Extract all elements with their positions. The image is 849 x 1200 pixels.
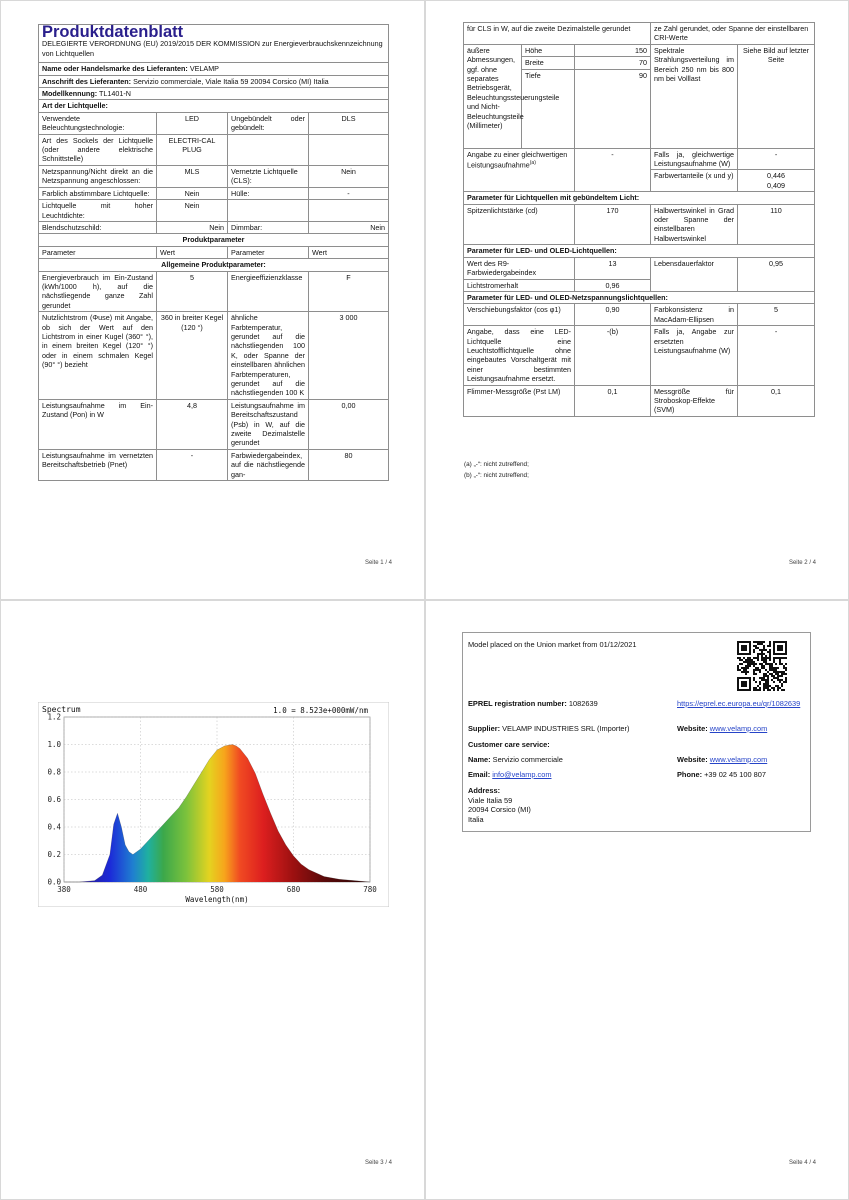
param-value: 5 bbox=[157, 271, 228, 312]
peak-intensity-value: 170 bbox=[575, 204, 651, 245]
address-line: 20094 Corsico (MI) bbox=[468, 805, 531, 815]
macadam-label: Farbkonsistenz in MacAdam-Ellipsen bbox=[651, 304, 738, 326]
equivalent-watt-label: Falls ja, gleichwertige Leistungsaufnahme (W) bbox=[651, 148, 738, 170]
table-row bbox=[39, 271, 389, 312]
stroboscopic-label: Messgröße für Stroboskop-Effekte (SVM) bbox=[651, 385, 738, 416]
name-line bbox=[468, 755, 563, 765]
row-value: ELECTRI-CAL PLUG bbox=[157, 134, 228, 165]
table-row bbox=[39, 200, 389, 222]
supplier-label: Name oder Handelsmarke des Lieferanten: bbox=[42, 64, 188, 74]
name-label: Name: bbox=[468, 755, 491, 764]
x-axis-label: Wavelength(nm) bbox=[185, 895, 249, 904]
displacement-label: Verschiebungsfaktor (cos φ1) bbox=[464, 304, 575, 326]
column-header: Wert bbox=[157, 246, 228, 258]
table-row bbox=[39, 399, 389, 449]
chromaticity-x: 0,446 bbox=[767, 171, 786, 181]
page-number: Seite 3 / 4 bbox=[364, 1160, 392, 1166]
y-tick-label: 0.6 bbox=[47, 795, 61, 804]
param-label: Energieverbrauch im Ein-Zustand (kWh/1000 h), auf die nächstliegende ganze Zahl gerundet bbox=[39, 271, 157, 312]
y-tick-label: 0.2 bbox=[47, 850, 61, 859]
footnote-b bbox=[464, 470, 529, 481]
equivalent-watt-value: - bbox=[738, 148, 815, 170]
stroboscopic-value: 0,1 bbox=[738, 385, 815, 416]
equivalent-power-value: - bbox=[575, 148, 651, 192]
params-heading: Produktparameter bbox=[39, 234, 389, 246]
supplier-label: Supplier: bbox=[468, 724, 501, 733]
datasheet-table bbox=[38, 24, 389, 481]
email-link[interactable]: info@velamp.com bbox=[492, 770, 552, 779]
footnote-marker: (a) bbox=[529, 160, 536, 167]
general-heading: Allgemeine Produktparameter: bbox=[39, 259, 389, 271]
row-label: Farblich abstimmbare Lichtquelle: bbox=[39, 187, 157, 199]
flicker-value: 0,1 bbox=[575, 385, 651, 416]
directional-heading: Parameter für Lichtquellen mit gebündeltem Licht: bbox=[464, 192, 815, 204]
lumen-maintenance-value: 0,96 bbox=[575, 279, 651, 291]
phone-label: Phone: bbox=[677, 770, 703, 779]
survival-label: Lebensdauerfaktor bbox=[651, 257, 738, 291]
website2-line bbox=[677, 755, 767, 765]
table-row bbox=[39, 134, 389, 165]
cls-power-label: für CLS in W, auf die zweite Dezimalstelle gerundet bbox=[464, 23, 651, 45]
x-tick-label: 380 bbox=[57, 885, 71, 894]
dim-label: Tiefe bbox=[522, 69, 575, 148]
param-value: 3 000 bbox=[309, 312, 389, 400]
row-value: DLS bbox=[309, 112, 389, 134]
email-label: Email: bbox=[468, 770, 491, 779]
spectral-value: Siehe Bild auf letzter Seite bbox=[738, 44, 815, 148]
param-label: Nutzlichtstrom (Φuse) mit Angabe, ob sich der Wert auf den Lichtstrom in einer Kugel (360° °), in einem breiten Kegel (120° °) oder in einem schmalen Kegel (90° °) bezieht bbox=[39, 312, 157, 400]
param-value: F bbox=[309, 271, 389, 312]
y-tick-label: 0.4 bbox=[47, 822, 61, 832]
type-heading: Art der Lichtquelle: bbox=[39, 100, 389, 112]
row-label: Art des Sockels der Lichtquelle (oder andere elektrische Schnittstelle) bbox=[39, 134, 157, 165]
footnote-a bbox=[464, 459, 529, 470]
spectrum-chart bbox=[38, 702, 389, 907]
page-number: Seite 2 / 4 bbox=[788, 560, 816, 566]
param-value: 360 in breiter Kegel (120 °) bbox=[157, 312, 228, 400]
replacement-watt-label: Falls ja, Angabe zur ersetzten Leistungsaufnahme (W) bbox=[651, 326, 738, 385]
column-header: Wert bbox=[309, 246, 389, 258]
datasheet-page-2 bbox=[463, 22, 814, 417]
lumen-maintenance-label: Lichtstromerhalt bbox=[464, 279, 575, 291]
displacement-value: 0,90 bbox=[575, 304, 651, 326]
eprel-number bbox=[468, 699, 598, 709]
website-link[interactable]: www.velamp.com bbox=[709, 755, 768, 764]
dim-value: 70 bbox=[575, 57, 651, 69]
row-value bbox=[309, 134, 389, 165]
param-label: Leistungsaufnahme im Ein-Zustand (Pon) in W bbox=[39, 399, 157, 449]
param-label: Farbwiedergabeindex, auf die nächstliegende gan- bbox=[228, 449, 309, 480]
chart-title: Spectrum bbox=[42, 705, 81, 714]
dim-label: Höhe bbox=[522, 44, 575, 56]
eprel-info-box bbox=[462, 632, 811, 832]
supplier-line bbox=[468, 724, 629, 734]
table-row bbox=[39, 112, 389, 134]
website-link[interactable]: www.velamp.com bbox=[709, 724, 768, 733]
cri-label-cont: ze Zahl gerundet, oder Spanne der einstellbaren CRI-Werte bbox=[651, 23, 815, 45]
row-label: Netzspannung/Nicht direkt an die Netzspannung angeschlossen: bbox=[39, 165, 157, 187]
table-row bbox=[39, 165, 389, 187]
datasheet-page-1 bbox=[38, 24, 388, 481]
footnote-text: „-“: nicht zutreffend; bbox=[473, 461, 529, 468]
supplier-value: VELAMP bbox=[189, 64, 219, 74]
table-row bbox=[39, 449, 389, 480]
equivalent-power-label bbox=[464, 148, 575, 192]
address-value: Servizio commerciale, Viale Italia 59 20094 Corsico (MI) Italia bbox=[133, 76, 329, 86]
led-heading: Parameter für LED- und OLED-Lichtquellen: bbox=[464, 245, 815, 257]
chromaticity-values bbox=[738, 170, 815, 192]
x-tick-label: 580 bbox=[210, 885, 224, 894]
chromaticity-label: Farbwertanteile (x und y) bbox=[651, 170, 738, 192]
row-value bbox=[309, 200, 389, 222]
model-label: Modellkennung: bbox=[42, 89, 98, 99]
param-value: 4,8 bbox=[157, 399, 228, 449]
email-line bbox=[468, 770, 552, 780]
y-tick-label: 0.0 bbox=[47, 877, 61, 887]
row-value: LED bbox=[157, 112, 228, 134]
address-block bbox=[468, 786, 531, 824]
row-label bbox=[228, 134, 309, 165]
r9-value: 13 bbox=[575, 257, 651, 279]
param-label: Energieeffizienzklasse bbox=[228, 271, 309, 312]
row-label bbox=[228, 200, 309, 222]
row-value: Nein bbox=[157, 187, 228, 199]
param-value: 0,00 bbox=[309, 399, 389, 449]
equiv-text: Angabe zu einer gleichwertigen Leistungsaufnahme bbox=[467, 149, 568, 170]
page-number: Seite 4 / 4 bbox=[788, 1160, 816, 1166]
market-date-text: Model placed on the Union market from 01/12/2021 bbox=[468, 640, 637, 649]
supplier-value: VELAMP INDUSTRIES SRL (Importer) bbox=[502, 724, 630, 733]
document-title: Produktdatenblatt bbox=[42, 23, 184, 41]
row-label: Verwendete Beleuchtungstechnologie: bbox=[39, 112, 157, 134]
y-tick-label: 0.8 bbox=[47, 767, 61, 777]
flicker-label: Flimmer-Messgröße (Pst LM) bbox=[464, 385, 575, 416]
footnote-marker: (b) bbox=[464, 472, 472, 479]
column-header: Parameter bbox=[39, 246, 157, 258]
row-label: Blendschutzschild: bbox=[39, 221, 157, 233]
website-label: Website: bbox=[677, 755, 708, 764]
beam-angle-value: 110 bbox=[738, 204, 815, 245]
page-1 bbox=[0, 0, 425, 600]
phone-line bbox=[677, 770, 766, 780]
name-value: Servizio commerciale bbox=[492, 755, 563, 764]
r9-label: Wert des R9-Farbwiedergabeindex bbox=[464, 257, 575, 279]
x-tick-label: 480 bbox=[133, 885, 148, 894]
row-value: Nein bbox=[157, 200, 228, 222]
website-label: Website: bbox=[677, 724, 708, 733]
table-row bbox=[39, 221, 389, 233]
dim-value: 90 bbox=[575, 69, 651, 148]
row-label: Lichtquelle mit hoher Leuchtdichte: bbox=[39, 200, 157, 222]
row-label: Vernetzte Lichtquelle (CLS): bbox=[228, 165, 309, 187]
replacement-watt-value: - bbox=[738, 326, 815, 385]
row-label: Ungebündelt oder gebündelt: bbox=[228, 112, 309, 134]
datasheet-table-continued bbox=[463, 22, 815, 417]
dim-label: Breite bbox=[522, 57, 575, 69]
phone-value: +39 02 45 100 807 bbox=[704, 770, 766, 779]
param-label: ähnliche Farbtemperatur, gerundet auf die nächstliegenden 100 K, oder Spanne der einstellbaren ähnlichen Farbtemperaturen, gerundet auf die nächstliegenden 100 K bbox=[228, 312, 309, 400]
x-tick-label: 680 bbox=[286, 885, 301, 894]
macadam-value: 5 bbox=[738, 304, 815, 326]
param-label: Leistungsaufnahme im Bereitschaftszustand (Psb) in W, auf die zweite Dezimalstelle gerundet bbox=[228, 399, 309, 449]
y-tick-label: 1.2 bbox=[47, 712, 61, 722]
footnotes bbox=[464, 459, 529, 481]
param-label: Leistungsaufnahme im vernetzten Bereitschaftsbetrieb (Pnet) bbox=[39, 449, 157, 480]
address-line: Italia bbox=[468, 814, 484, 824]
dim-value: 150 bbox=[575, 44, 651, 56]
x-tick-label: 780 bbox=[363, 885, 377, 894]
eprel-label: EPREL registration number: bbox=[468, 699, 567, 708]
mains-heading: Parameter für LED- und OLED-Netzspannungslichtquellen: bbox=[464, 291, 815, 303]
footnote-text: „-“: nicht zutreffend; bbox=[473, 472, 529, 479]
dimensions-label: äußere Abmessungen, ggf. ohne separates Betriebsgerät, Beleuchtungssteuerungsteile und Nicht-Beleuchtungsteile (Millimeter) bbox=[464, 44, 522, 148]
table-row bbox=[39, 187, 389, 199]
model-value: TL1401-N bbox=[98, 89, 131, 99]
page-2 bbox=[425, 0, 849, 600]
survival-value: 0,95 bbox=[738, 257, 815, 291]
website-line bbox=[677, 724, 767, 734]
param-value: - bbox=[157, 449, 228, 480]
row-value: Nein bbox=[309, 221, 389, 233]
chromaticity-y: 0,409 bbox=[767, 180, 786, 190]
table-row bbox=[39, 312, 389, 400]
param-value: 80 bbox=[309, 449, 389, 480]
column-headers bbox=[39, 246, 389, 258]
regulation-text: DELEGIERTE VERORDNUNG (EU) 2019/2015 DER KOMMISSION zur Energieverbrauchskennzeichnung von Lichtquellen bbox=[42, 39, 383, 58]
chart-annotation: 1.0 = 8.523e+000mW/nm bbox=[273, 706, 368, 715]
y-tick-label: 1.0 bbox=[47, 740, 61, 749]
eprel-link[interactable]: https://eprel.ec.europa.eu/qr/1082639 bbox=[677, 699, 801, 708]
row-value: Nein bbox=[157, 221, 228, 233]
page-number: Seite 1 / 4 bbox=[364, 560, 392, 566]
customer-care-heading: Customer care service: bbox=[468, 740, 550, 749]
replacement-label: Angabe, dass eine LED-Lichtquelle eine Leuchtstofflichtquelle ohne eingebautes Vorschaltgerät mit einer bestimmten Leistungsaufnahme ersetzt. bbox=[464, 326, 575, 385]
qr-code-icon[interactable] bbox=[737, 641, 787, 691]
row-value: - bbox=[309, 187, 389, 199]
row-value: Nein bbox=[309, 165, 389, 187]
address-line: Viale Italia 59 bbox=[468, 795, 513, 805]
peak-intensity-label: Spitzenlichtstärke (cd) bbox=[464, 204, 575, 245]
footnote-marker: (a) bbox=[464, 461, 472, 468]
column-header: Parameter bbox=[228, 246, 309, 258]
row-value: MLS bbox=[157, 165, 228, 187]
spectral-label: Spektrale Strahlungsverteilung im Bereich 250 nm bis 800 nm bei Volllast bbox=[651, 44, 738, 148]
row-label: Dimmbar: bbox=[228, 221, 309, 233]
address-label: Address: bbox=[468, 786, 501, 795]
replacement-value: -(b) bbox=[575, 326, 651, 385]
address-label: Anschrift des Lieferanten: bbox=[42, 76, 132, 86]
row-label: Hülle: bbox=[228, 187, 309, 199]
beam-angle-label: Halbwertswinkel in Grad oder Spanne der einstellbaren Halbwertswinkel bbox=[651, 204, 738, 245]
eprel-value: 1082639 bbox=[568, 699, 598, 708]
